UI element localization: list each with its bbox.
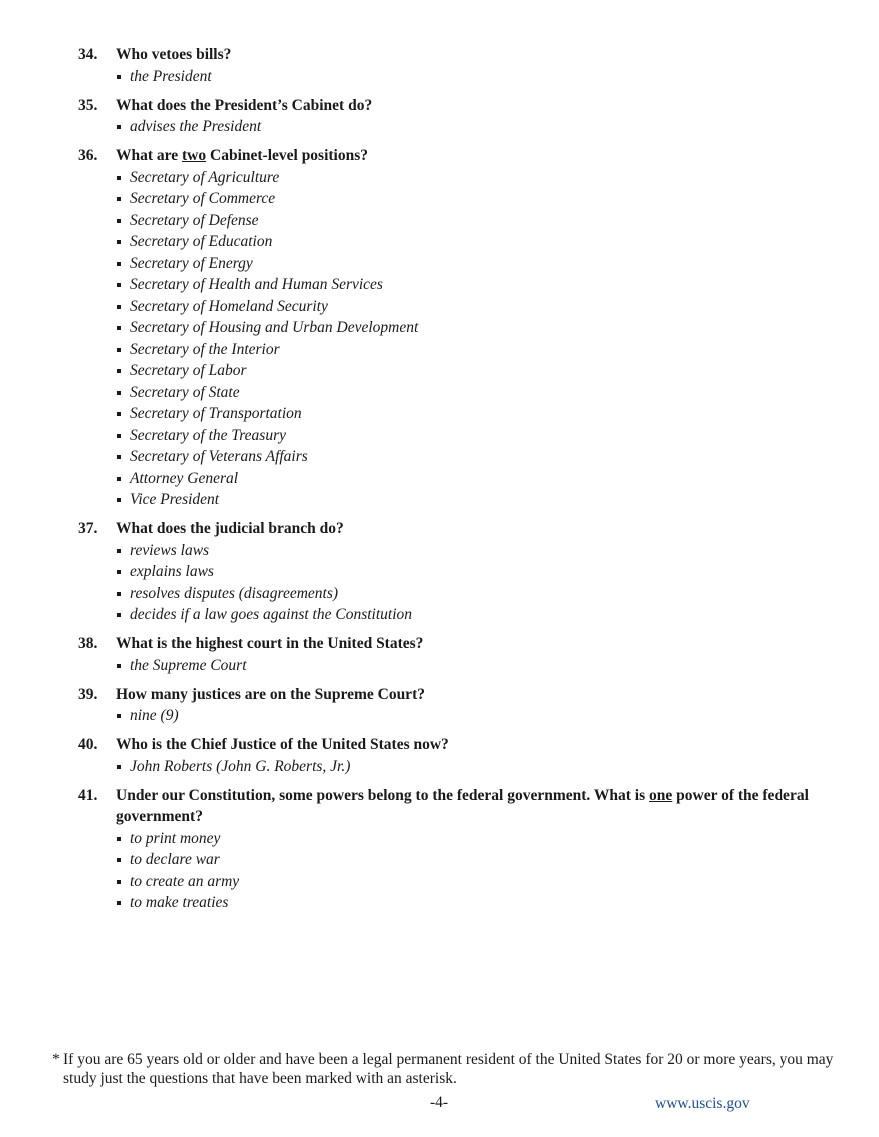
question-number: 40. — [78, 736, 98, 753]
question-number: 38. — [78, 635, 98, 652]
question-heading — [78, 518, 848, 540]
answer-list — [78, 756, 848, 778]
question-text: What is the highest court in the United States? — [116, 635, 424, 652]
answer-item — [116, 489, 848, 511]
answer-item — [116, 167, 848, 189]
square-bullet-icon — [117, 369, 121, 373]
answer-item — [116, 425, 848, 447]
question-heading — [78, 633, 848, 655]
answer-text: Secretary of Agriculture — [130, 168, 280, 186]
question-number: 36. — [78, 147, 98, 164]
answer-item — [116, 339, 848, 361]
question-text: Who is the Chief Justice of the United States now? — [116, 736, 449, 753]
answer-text: decides if a law goes against the Constitution — [130, 606, 413, 623]
answer-text: resolves disputes (disagreements) — [130, 584, 339, 602]
answer-text: Secretary of the Interior — [130, 340, 280, 358]
answer-text: Secretary of Labor — [130, 362, 247, 379]
answer-item — [116, 604, 848, 626]
footnote-marker: * — [52, 1051, 60, 1068]
question-text-part: What are — [116, 147, 183, 164]
question-emphasis: two — [182, 147, 207, 164]
question-number: 41. — [78, 786, 98, 804]
answer-item — [116, 655, 848, 677]
question-heading — [78, 145, 848, 167]
square-bullet-icon — [117, 858, 121, 862]
square-bullet-icon — [117, 549, 121, 553]
square-bullet-icon — [117, 262, 121, 266]
answer-text: to make treaties — [130, 894, 229, 911]
answer-list — [78, 705, 848, 727]
square-bullet-icon — [117, 901, 121, 905]
square-bullet-icon — [117, 455, 121, 459]
question-block — [78, 95, 848, 138]
answer-item — [116, 253, 848, 275]
answer-item — [116, 188, 848, 210]
answer-text: Secretary of Education — [130, 233, 273, 250]
answer-text: advises the President — [130, 118, 262, 135]
square-bullet-icon — [117, 305, 121, 309]
question-number: 35. — [78, 96, 98, 114]
square-bullet-icon — [117, 664, 121, 668]
question-number: 37. — [78, 520, 98, 537]
answer-item — [116, 403, 848, 425]
square-bullet-icon — [117, 570, 121, 574]
answer-text: Secretary of Homeland Security — [130, 297, 328, 315]
square-bullet-icon — [117, 498, 121, 502]
answer-item — [116, 210, 848, 232]
answer-text: explains laws — [130, 563, 214, 580]
answer-item — [116, 317, 848, 339]
answer-item — [116, 849, 848, 871]
answer-text: nine (9) — [130, 707, 179, 724]
question-number: 34. — [78, 46, 98, 63]
answer-list — [78, 655, 848, 677]
answer-list — [78, 116, 848, 138]
answer-text: the Supreme Court — [130, 656, 247, 674]
answer-item — [116, 231, 848, 253]
question-block — [78, 44, 848, 87]
answer-text: Secretary of Health and Human Services — [130, 276, 383, 293]
answer-text: to declare war — [130, 851, 220, 868]
answer-text: Secretary of State — [130, 383, 240, 401]
answer-item — [116, 871, 848, 893]
answer-text: the President — [130, 67, 212, 85]
question-list — [78, 44, 848, 921]
square-bullet-icon — [117, 714, 121, 718]
site-url: www.uscis.gov — [655, 1095, 750, 1112]
question-text: How many justices are on the Supreme Court? — [116, 685, 425, 703]
question-block — [78, 785, 848, 914]
question-number: 39. — [78, 685, 98, 703]
square-bullet-icon — [117, 326, 121, 330]
answer-item — [116, 705, 848, 727]
answer-list — [78, 66, 848, 88]
square-bullet-icon — [117, 176, 121, 180]
question-block — [78, 684, 848, 727]
square-bullet-icon — [117, 75, 121, 79]
question-block — [78, 145, 848, 511]
square-bullet-icon — [117, 240, 121, 244]
question-text — [116, 145, 848, 167]
question-heading — [78, 734, 848, 756]
answer-text: Secretary of Energy — [130, 254, 253, 272]
answer-text: reviews laws — [130, 541, 210, 559]
footnote-text: If you are 65 years old or older and have been a legal permanent resident of the United States for 20 or more years, you may study just the questions that have been marked with an asterisk. — [63, 1051, 834, 1087]
answer-text: Secretary of Transportation — [130, 405, 302, 422]
question-text-part: Under our Constitution, some powers belong to the federal government. What is — [116, 786, 650, 804]
question-block — [78, 633, 848, 676]
answer-item — [116, 892, 848, 914]
square-bullet-icon — [117, 613, 121, 617]
square-bullet-icon — [117, 391, 121, 395]
answer-item — [116, 583, 848, 605]
answer-list — [78, 540, 848, 626]
square-bullet-icon — [117, 477, 121, 481]
square-bullet-icon — [117, 283, 121, 287]
square-bullet-icon — [117, 125, 121, 129]
question-heading — [78, 95, 848, 117]
answer-item — [116, 296, 848, 318]
square-bullet-icon — [117, 837, 121, 841]
square-bullet-icon — [117, 412, 121, 416]
answer-item — [116, 382, 848, 404]
answer-text: John Roberts (John G. Roberts, Jr.) — [130, 757, 351, 775]
answer-text: Secretary of the Treasury — [130, 426, 286, 444]
answer-text: Secretary of Veterans Affairs — [130, 448, 308, 465]
answer-text: Attorney General — [130, 469, 239, 487]
answer-text: Vice President — [130, 491, 220, 508]
footnote — [52, 1050, 842, 1088]
question-block — [78, 734, 848, 777]
answer-item — [116, 756, 848, 778]
answer-list — [78, 167, 848, 511]
question-block — [78, 518, 848, 626]
answer-item — [116, 828, 848, 850]
page-number: -4- — [430, 1094, 449, 1111]
square-bullet-icon — [117, 592, 121, 596]
answer-text: Secretary of Commerce — [130, 190, 276, 207]
question-text — [116, 785, 848, 828]
question-heading — [78, 684, 848, 706]
question-heading — [78, 785, 848, 828]
answer-text: to print money — [130, 829, 221, 847]
question-text: What does the judicial branch do? — [116, 520, 344, 537]
answer-item — [116, 66, 848, 88]
square-bullet-icon — [117, 219, 121, 223]
question-text: Who vetoes bills? — [116, 46, 232, 63]
square-bullet-icon — [117, 765, 121, 769]
answer-item — [116, 360, 848, 382]
answer-text: to create an army — [130, 872, 240, 890]
question-text: What does the President’s Cabinet do? — [116, 96, 373, 114]
square-bullet-icon — [117, 348, 121, 352]
answer-item — [116, 274, 848, 296]
question-text-part: power of the federal government? — [116, 786, 809, 825]
answer-item — [116, 540, 848, 562]
answer-text: Secretary of Housing and Urban Development — [130, 319, 419, 336]
square-bullet-icon — [117, 197, 121, 201]
square-bullet-icon — [117, 434, 121, 438]
answer-text: Secretary of Defense — [130, 211, 259, 229]
answer-item — [116, 446, 848, 468]
square-bullet-icon — [117, 880, 121, 884]
question-heading — [78, 44, 848, 66]
answer-item — [116, 468, 848, 490]
answer-item — [116, 561, 848, 583]
question-emphasis: one — [649, 786, 673, 804]
answer-list — [78, 828, 848, 914]
answer-item — [116, 116, 848, 138]
question-text-part: Cabinet-level positions? — [206, 147, 369, 164]
